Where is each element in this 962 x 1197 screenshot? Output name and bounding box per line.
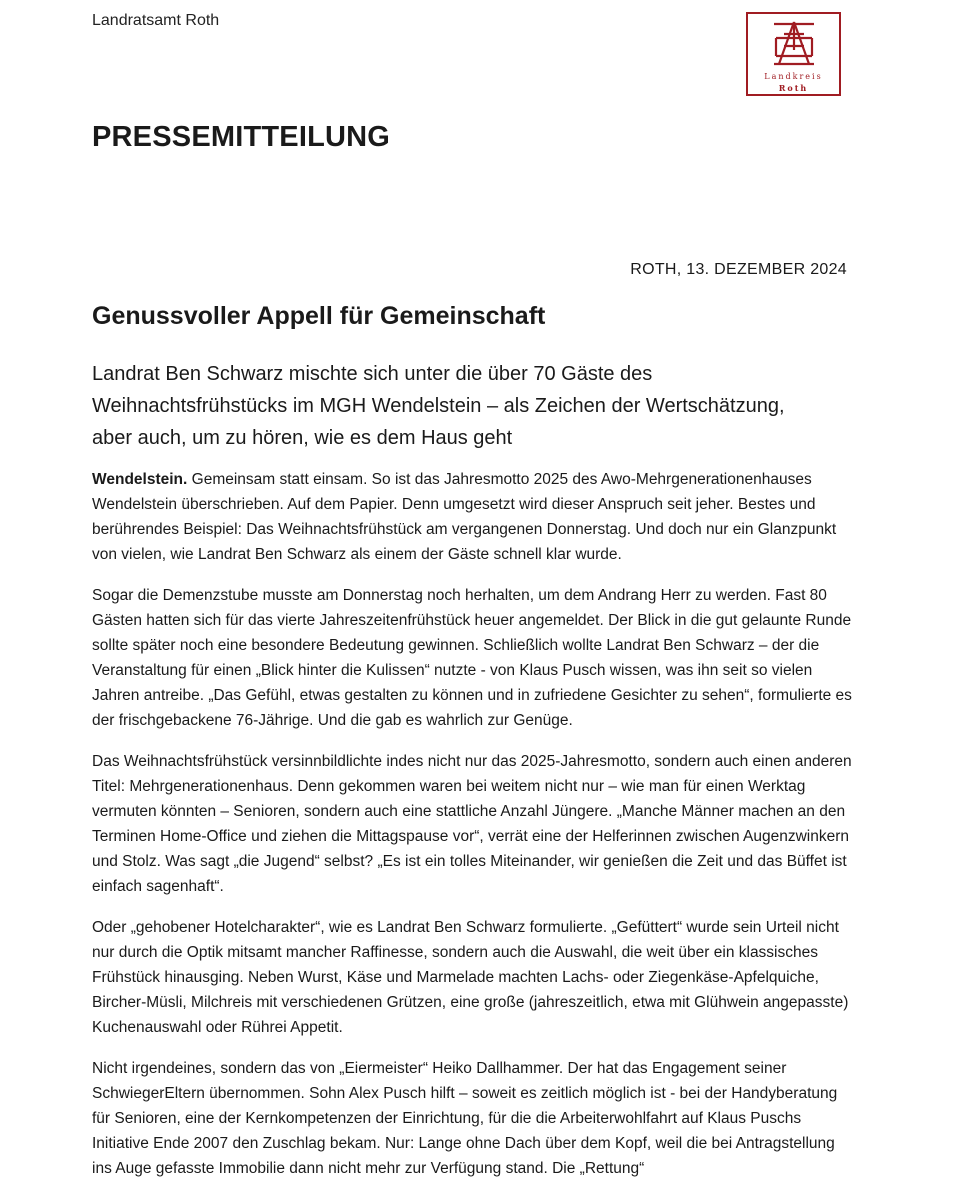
paragraph-3: Das Weihnachtsfrühstück versinnbildlichte indes nicht nur das 2025-Jahresmotto, sondern auch einen anderen Titel: Mehrgenerationenhaus. Denn gekommen waren bei weitem nicht nur – wie man für einen Werktag vermuten könnten – Senioren, sondern auch eine stattliche Anzahl Jüngere. „Manche Männer machen an den Terminen Home-Office und ziehen die Mittagspause vor“, verrät eine der Helferinnen zwischen Augenzwinkern und Stolz. Was sagt „die Jugend“ selbst? „Es ist ein tolles Miteinander, wir genießen die Zeit und das Büffet ist einfach sagenhaft“. xyxy=(92,753,852,895)
logo-text-line2: Roth xyxy=(778,83,809,93)
paragraph-1-text: Gemeinsam statt einsam. So ist das Jahresmotto 2025 des Awo-Mehrgenerationenhauses Wendelstein überschrieben. Auf dem Papier. Denn umgesetzt wird dieser Anspruch seit jeher. Bestes und berührendes Beispiel: Das Weihnachtsfrühstück am vergangenen Donnerstag. Und doch nur ein Glanzpunkt von vielen, wie Landrat Ben Schwarz als einem der Gäste schnell klar wurde. xyxy=(92,471,837,563)
paragraph-5: Nicht irgendeines, sondern das von „Eiermeister“ Heiko Dallhammer. Der hat das Engagement seiner SchwiegerEltern übernommen. Sohn Alex Pusch hilft – soweit es zeitlich möglich ist - bei der Handyberatung für Senioren, eine der Kernkompetenzen der Einrichtung, für die die Arbeiterwohlfahrt auf Klaus Puschs Initiative Ende 2007 den Zuschlag bekam. Nur: Lange ohne Dach über dem Kopf, weil die bei Antragstellung ins Auge gefasste Immobilie dann nicht mehr zur Verfügung stand. Die „Rettung“ xyxy=(92,1060,838,1177)
article-body xyxy=(92,467,852,1197)
location-label: Wendelstein. xyxy=(92,471,188,488)
document-type-title: PRESSEMITTEILUNG xyxy=(92,121,391,153)
paragraph-2: Sogar die Demenzstube musste am Donnerstag noch herhalten, um dem Andrang Herr zu werden. Fast 80 Gästen hatten sich für das vierte Jahreszeitenfrühstück heuer angemeldet. Der Blick in die gut gelaunte Runde sollte später noch eine besondere Bedeutung gewinnen. Schließlich wollte Landrat Ben Schwarz – der die Veranstaltung für einen „Blick hinter die Kulissen“ nutzte - von Klaus Pusch wissen, was ihn seit so vielen Jahren antreibe. „Das Gefühl, etwas gestalten zu können und in zufriedene Gesichter zu sehen“, formulierte es der frischgebackene 76-Jährige. Und die gab es wahrlich zur Genüge. xyxy=(92,587,852,729)
paragraph-4: Oder „gehobener Hotelcharakter“, wie es Landrat Ben Schwarz formulierte. „Gefüttert“ wurde sein Urteil nicht nur durch die Optik mitsamt mancher Raffinesse, sondern auch die Auswahl, die weit über ein klassisches Frühstück hinausging. Neben Wurst, Käse und Marmelade machten Lachs- oder Ziegenkäse-Apfelquiche, Bircher-Müsli, Milchreis mit verschiedenen Grützen, eine große (jahreszeitlich, etwa mit Glühwein angepasste) Kuchenauswahl oder Rührei Appetit. xyxy=(92,919,849,1036)
paragraph-1 xyxy=(92,467,852,567)
landkreis-roth-crest-icon xyxy=(770,20,818,68)
subheadline: Landrat Ben Schwarz mischte sich unter die über 70 Gäste des Weihnachtsfrühstücks im MGH Wendelstein – als Zeichen der Wertschätzung, aber auch, um zu hören, wie es dem Haus geht xyxy=(92,363,785,449)
logo-text-line1: Landkreis xyxy=(764,72,823,81)
office-name: Landratsamt Roth xyxy=(92,12,220,29)
dateline: ROTH, 13. DEZEMBER 2024 xyxy=(630,261,847,278)
landkreis-logo xyxy=(746,12,841,96)
headline: Genussvoller Appell für Gemeinschaft xyxy=(92,302,546,330)
